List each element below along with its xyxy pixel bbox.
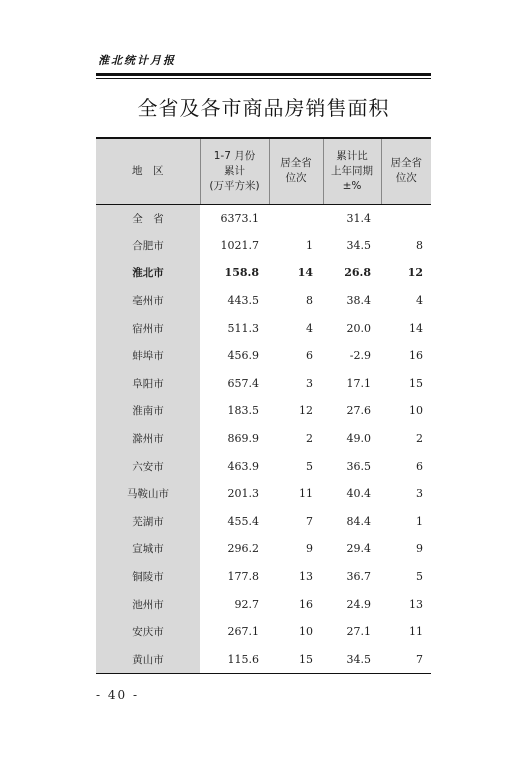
cell-sales: 657.4 — [227, 376, 259, 390]
table-header-row — [96, 138, 431, 204]
cell-region: 安庆市 — [96, 618, 200, 646]
cell-growth: 27.6 — [346, 404, 371, 418]
cell-growth: 36.7 — [346, 570, 371, 584]
cell-rank1: 9 — [306, 542, 313, 556]
table-row — [96, 480, 431, 508]
table-row — [96, 342, 431, 370]
cell-region: 淮北市 — [96, 259, 200, 287]
cell-growth: 24.9 — [346, 597, 371, 611]
cell-region: 六安市 — [96, 452, 200, 480]
cell-rank2: 11 — [409, 625, 423, 639]
header-growth: 累计比 上年同期 ±% — [323, 138, 381, 204]
table-body — [96, 204, 431, 673]
table-row — [96, 618, 431, 646]
cell-rank1: 3 — [306, 376, 313, 390]
cell-rank2: 12 — [407, 266, 423, 280]
header-rank-sales: 居全省 位次 — [269, 138, 323, 204]
table-row — [96, 590, 431, 618]
cell-rank1: 10 — [299, 625, 313, 639]
cell-sales: 455.4 — [227, 514, 259, 528]
cell-sales: 511.3 — [227, 321, 259, 335]
cell-sales: 158.8 — [224, 266, 259, 280]
table-row — [96, 646, 431, 674]
cell-rank2: 1 — [416, 514, 423, 528]
cell-rank2: 9 — [416, 542, 423, 556]
cell-rank1: 2 — [306, 432, 313, 446]
cell-region: 蚌埠市 — [96, 342, 200, 370]
cell-sales: 6373.1 — [220, 211, 259, 225]
table-row — [96, 314, 431, 342]
cell-growth: -2.9 — [349, 349, 371, 363]
cell-growth: 34.5 — [346, 238, 371, 252]
header-rank-growth: 居全省 位次 — [381, 138, 431, 204]
cell-rank2: 3 — [416, 487, 423, 501]
cell-region: 合肥市 — [96, 232, 200, 260]
cell-region: 全 省 — [96, 204, 200, 232]
cell-sales: 115.6 — [200, 646, 269, 674]
cell-growth: 84.4 — [346, 514, 371, 528]
cell-rank2: 2 — [416, 432, 423, 446]
cell-growth: 40.4 — [346, 487, 371, 501]
header-rule-thin — [96, 78, 431, 79]
cell-rank1: 6 — [306, 349, 313, 363]
cell-rank2: 16 — [409, 349, 423, 363]
page-title: 全省及各市商品房销售面积 — [137, 96, 390, 120]
cell-rank2: 5 — [416, 570, 423, 584]
cell-rank1: 8 — [306, 294, 313, 308]
cell-rank1: 1 — [306, 238, 313, 252]
publication-title: 淮北统计月报 — [98, 54, 176, 67]
table-row — [96, 232, 431, 260]
table-row — [96, 204, 431, 232]
cell-region: 铜陵市 — [96, 563, 200, 591]
cell-sales: 869.9 — [227, 432, 259, 446]
table-row — [96, 563, 431, 591]
table-row — [96, 397, 431, 425]
cell-rank1: 16 — [299, 597, 313, 611]
data-table-container — [96, 137, 431, 674]
sales-area-table — [96, 137, 431, 674]
cell-region: 宿州市 — [96, 314, 200, 342]
table-row — [96, 535, 431, 563]
cell-growth: 27.1 — [346, 625, 371, 639]
cell-growth: 17.1 — [346, 376, 371, 390]
cell-growth: 26.8 — [344, 266, 371, 280]
cell-growth: 29.4 — [346, 542, 371, 556]
table-row — [96, 259, 431, 287]
cell-rank2 — [381, 204, 431, 232]
cell-rank1 — [269, 204, 323, 232]
cell-rank1: 5 — [306, 459, 313, 473]
cell-rank1: 4 — [306, 321, 313, 335]
table-row — [96, 508, 431, 536]
cell-rank2: 4 — [416, 294, 423, 308]
cell-sales: 267.1 — [227, 625, 259, 639]
header-sales: 1-7 月份 累计 (万平方米) — [200, 138, 269, 204]
cell-sales: 92.7 — [234, 597, 259, 611]
cell-sales: 1021.7 — [220, 238, 259, 252]
cell-sales: 177.8 — [227, 570, 259, 584]
page-number: - 40 - — [96, 688, 140, 702]
cell-rank2: 14 — [409, 321, 423, 335]
table-row — [96, 452, 431, 480]
cell-rank1: 14 — [297, 266, 313, 280]
table-row — [96, 425, 431, 453]
cell-region: 芜湖市 — [96, 508, 200, 536]
cell-sales: 456.9 — [227, 349, 259, 363]
cell-growth: 31.4 — [346, 211, 371, 225]
cell-rank2: 7 — [381, 646, 431, 674]
cell-region: 马鞍山市 — [96, 480, 200, 508]
cell-growth: 38.4 — [346, 294, 371, 308]
cell-rank1: 12 — [299, 404, 313, 418]
cell-sales: 183.5 — [227, 404, 259, 418]
cell-rank2: 15 — [409, 376, 423, 390]
cell-region: 宣城市 — [96, 535, 200, 563]
cell-region: 阜阳市 — [96, 370, 200, 398]
cell-region: 滁州市 — [96, 425, 200, 453]
cell-growth: 20.0 — [346, 321, 371, 335]
cell-rank2: 10 — [409, 404, 423, 418]
cell-growth: 34.5 — [323, 646, 381, 674]
cell-rank2: 8 — [416, 238, 423, 252]
table-row — [96, 370, 431, 398]
cell-rank2: 6 — [416, 459, 423, 473]
cell-sales: 443.5 — [227, 294, 259, 308]
header-region: 地 区 — [96, 138, 200, 204]
cell-rank1: 15 — [269, 646, 323, 674]
header-rule-thick — [96, 73, 431, 76]
cell-rank1: 11 — [299, 487, 313, 501]
cell-sales: 463.9 — [227, 459, 259, 473]
table-row — [96, 287, 431, 315]
cell-region: 池州市 — [96, 590, 200, 618]
cell-region: 黄山市 — [96, 646, 200, 674]
cell-sales: 201.3 — [227, 487, 259, 501]
cell-rank1: 7 — [306, 514, 313, 528]
cell-growth: 36.5 — [346, 459, 371, 473]
cell-rank2: 13 — [409, 597, 423, 611]
cell-rank1: 13 — [299, 570, 313, 584]
cell-region: 淮南市 — [96, 397, 200, 425]
cell-sales: 296.2 — [227, 542, 259, 556]
cell-region: 亳州市 — [96, 287, 200, 315]
cell-growth: 49.0 — [346, 432, 371, 446]
